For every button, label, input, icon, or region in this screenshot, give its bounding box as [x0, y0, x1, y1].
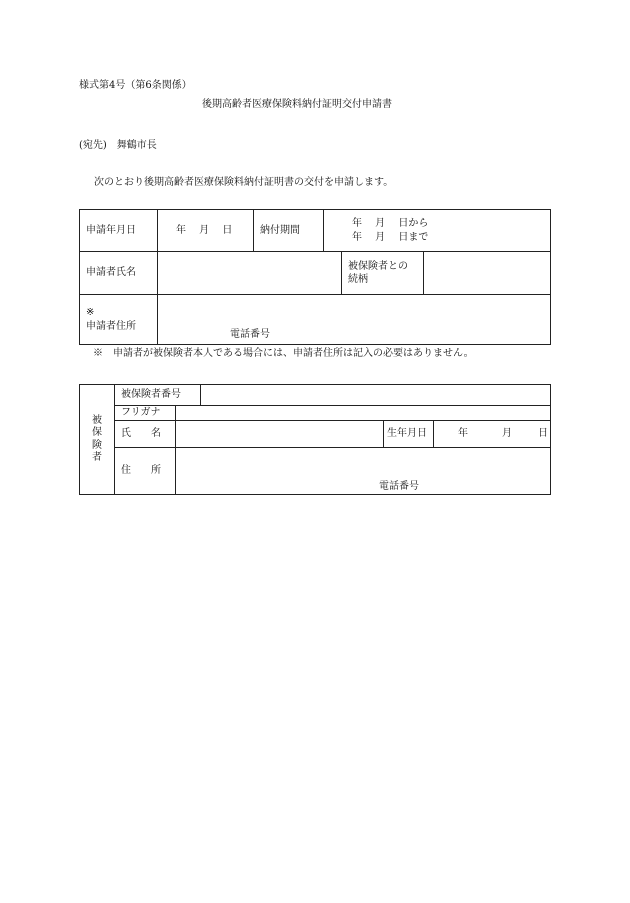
applicant-address-label: [80, 295, 158, 345]
address-note-mark: ※: [86, 307, 95, 318]
insured-number-field[interactable]: [201, 385, 551, 406]
side-char-1: 被: [92, 414, 102, 426]
intro-text: 次のとおり後期高齢者医療保険料納付証明書の交付を申請します。: [94, 177, 394, 188]
document-title: 後期高齢者医療保険料納付証明交付申請書: [202, 99, 392, 110]
applicant-address-label-text: 申請者住所: [86, 320, 136, 332]
birthdate-label: 生年月日: [384, 421, 434, 448]
insured-number-label: 被保険者番号: [115, 385, 201, 406]
insured-name-field[interactable]: [176, 421, 384, 448]
insured-address-label: 住 所: [115, 448, 176, 495]
relationship-label-line2: 続柄: [348, 274, 368, 285]
birth-day: 日: [538, 428, 548, 440]
side-char-4: 者: [92, 452, 102, 463]
insured-side-label: [80, 385, 115, 495]
insured-table: [79, 384, 551, 495]
addressee: (宛先) 舞鶴市長: [79, 140, 157, 151]
birth-year: 年: [458, 428, 468, 440]
applicant-name-field[interactable]: [158, 252, 342, 295]
birth-month: 月: [502, 428, 512, 440]
insured-address-field[interactable]: [176, 448, 551, 495]
birthdate-field[interactable]: [434, 421, 551, 448]
applicant-table: [79, 209, 551, 345]
application-date-field[interactable]: 年 月 日: [158, 210, 254, 252]
payment-period-label: 納付期間: [254, 210, 324, 252]
applicant-name-label: 申請者氏名: [80, 252, 158, 295]
form-number: 様式第4号（第6条関係）: [79, 80, 192, 91]
relationship-label: [342, 252, 424, 295]
payment-period-field[interactable]: [324, 210, 551, 252]
application-date-label: 申請年月日: [80, 210, 158, 252]
side-char-2: 保: [92, 427, 102, 438]
furigana-label: フリガナ: [115, 406, 176, 421]
applicant-phone-label: 電話番号: [230, 328, 270, 340]
applicant-address-field[interactable]: [158, 295, 551, 345]
address-note: ※ 申請者が被保険者本人である場合には、申請者住所は記入の必要はありません。: [93, 348, 474, 359]
side-char-3: 険: [92, 439, 102, 451]
period-to: 年 月 日まで: [352, 231, 429, 243]
relationship-label-line1: 被保険者との: [348, 260, 408, 272]
relationship-field[interactable]: [424, 252, 551, 295]
furigana-field[interactable]: [176, 406, 551, 421]
period-from: 年 月 日から: [352, 218, 429, 229]
insured-name-label: 氏 名: [115, 421, 176, 448]
insured-phone-label: 電話番号: [379, 480, 419, 492]
